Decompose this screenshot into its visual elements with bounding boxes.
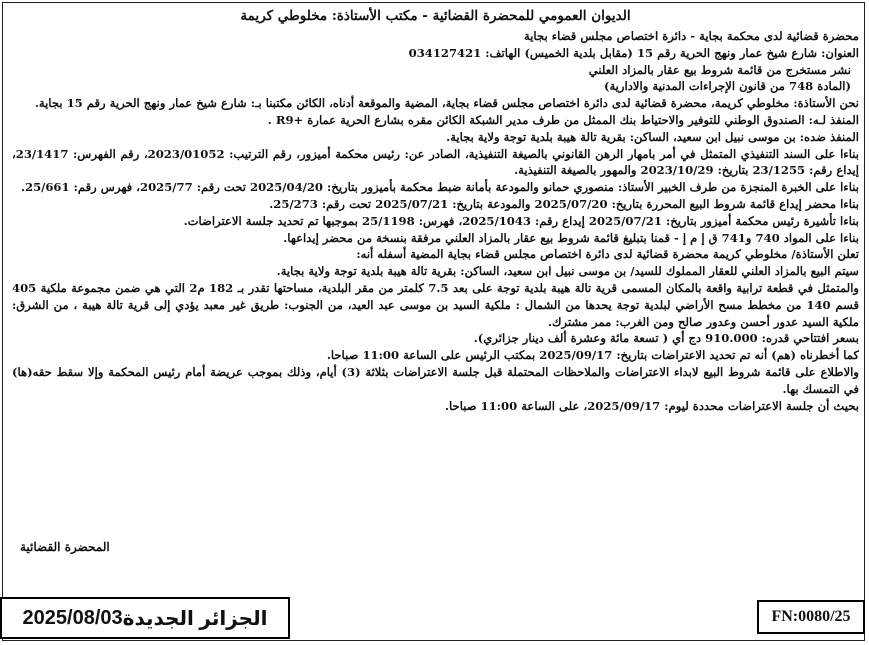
notice-line-bailiff: نحن الأستاذة: مخلوطي كريمة، محضرة قضائية لدى دائرة اختصاص مجلس قضاء بجاية، المضية والموقعة أدناه، الكائن مكتبنا بـ: شارع شيخ عمار ونهج الحرية رقم 15 بجاية. — [34, 96, 859, 111]
legal-notice — [12, 6, 859, 414]
notice-line-title-deed: بناءا على السند التنفيذي المتمثل في أمر بامهار الرهن القانوني بالصيغة التنفيذية، الصادر عن: رئيس محكمة أميزور، رقم الترتيب: 2023/01052، رقم الفهرس: 23/1417، إيداع رقم: 23/1255 بتاريخ: 2023/10/29 والمهور بالصيغة التنفيذية. — [12, 146, 859, 178]
notice-line-objections: والاطلاع على قائمة شروط البيع لابداء الاعتراضات والملاحظات المحتملة قبل جلسة الاعتراضات بثلاثة (3) أيام، وذلك بموجب عريضة أمام رئيس المحكمة وإلا سقط حقه(ها) في التمسك بها. — [12, 364, 860, 396]
notice-line-visa: بناءا تأشيرة رئيس محكمة أميزور بتاريخ: 2025/07/21 إيداع رقم: 2025/1043، فهرس: 25/1198 بموجبها تم تحديد جلسة الاعتراضات. — [183, 213, 859, 228]
notice-line-sale: سيتم البيع بالمزاد العلني للعقار المملوك للسيد/ بن موسى نبيل ابن سعيد، الساكن: بقرية تالة هيبة بلدية توجة ولاية بجاية. — [276, 264, 859, 279]
signature: المحضرة القضائية — [20, 540, 110, 554]
newspaper-name: الجزائر الجديدة — [122, 607, 268, 630]
notice-title: الديوان العمومي للمحضرة القضائية - مكتب الأستاذة: مخلوطي كريمة — [240, 8, 631, 24]
notice-line-price: بسعر افتتاحي قدره: 910.000 دج أي ( تسعة مائة وعشرة ألف دينار جزائري). — [473, 331, 859, 346]
publication-date: 2025/08/03 — [22, 606, 123, 629]
notice-line-office: محضرة قضائية لدى محكمة بجاية - دائرة اختصاص مجلس قضاء بجاية — [523, 29, 859, 43]
notice-line-article: (المادة 748 من قانون الإجراءات المدنية والادارية) — [603, 79, 851, 94]
notice-line-creditor: المنفذ لـه: الصندوق الوطني للتوفير والاحتياط بنك الممثل من طرف مدير الشبكة الكائن مقره بشارع الحرية عمارة +R9 . — [267, 112, 859, 127]
notice-line-articles: بناءا على المواد 740 و741 ق إ م إ - قمنا بتبليغ قائمة شروط بيع عقار بالمزاد العلني مرفقة بنسخة من محضر إيداعها. — [283, 230, 859, 245]
reference-number: FN:0080/25 — [771, 608, 851, 625]
notice-line-announcement: تعلن الأستاذة/ مخلوطي كريمة محضرة قضائية لدى دائرة اختصاص مجلس قضاء بجاية المضية أسفله أنه: — [356, 247, 859, 262]
notice-line-expertise: بناءا على الخبرة المنجزة من طرف الخبير الأستاذ: منصوري حمانو والمودعة بأمانة ضبط محكمة بأميزور بتاريخ: 2025/04/20 تحت رقم: 2025/77، فهرس رقم: 25/661. — [20, 180, 859, 195]
notice-line-hearing-date: بحيث أن جلسة الاعتراضات محددة ليوم: 2025/09/17، على الساعة 11:00 صباحا. — [444, 398, 859, 413]
notice-line-hearing-notice: كما أخطرناه (هم) أنه تم تحديد الاعتراضات بتاريخ: 2025/09/17 بمكتب الرئيس على الساعة 11:00 صباحا. — [326, 348, 859, 363]
notice-line-subject: نشر مستخرج من قائمة شروط بيع عقار بالمزاد العلني — [588, 62, 851, 77]
reference-box — [757, 600, 865, 634]
notice-line-deposit: بناءا محضر إيداع قائمة شروط البيع المحررة بتاريخ: 2025/07/20 والمودعة بتاريخ: 2025/07/21 تحت رقم: 25/273. — [269, 196, 859, 211]
notice-line-property: والمتمثل في قطعة ترابية واقعة بالمكان المسمى قرية تالة هيبة بلدية توجة على بعد 7.5 كلمتر من مقر البلدية، مساحتها تقدر بـ 182 م2 التي هي ضمن مجموعة ملكية 405 قسم 140 من مخطط مسح الأراضي لبلدية توجة يحدها من الشمال : ملكية السيد بن موسى عبد العيد، من الجنوب: طريق غير معبد يؤدي إلى قرية تالة هيبة ، من الشرق: ملكية السيد عدور أحسن وعدور صالح ومن الغرب: ممر مشترك. — [12, 280, 860, 329]
notice-line-debtor: المنفذ ضده: بن موسى نبيل ابن سعيد، الساكن: بقرية تالة هيبة بلدية توجة ولاية بجاية. — [446, 129, 859, 144]
notice-line-address: العنوان: شارع شيخ عمار ونهج الحرية رقم 15 (مقابل بلدية الخميس) الهاتف: 034127421 — [408, 45, 859, 60]
newspaper-footer — [0, 597, 290, 639]
